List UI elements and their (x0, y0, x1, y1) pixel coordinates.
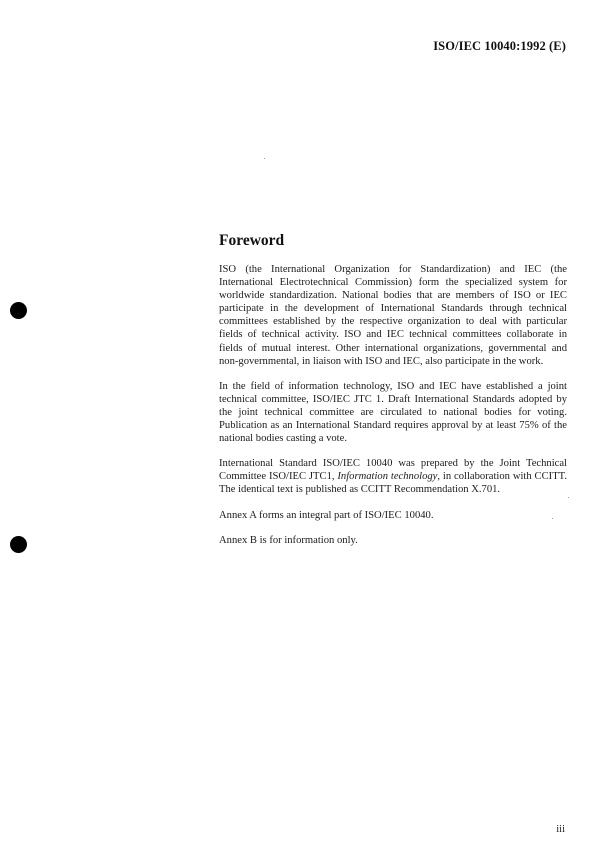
paragraph-annex-a: Annex A forms an integral part of ISO/IEC 10040. (219, 509, 434, 521)
paragraph-annex-b: Annex B is for information only. (219, 534, 358, 546)
scan-speck (264, 158, 265, 159)
page-number: iii (556, 824, 565, 835)
paragraph-jtc1: In the field of information technology, ISO and IEC have established a joint technical committee, ISO/IEC JTC 1. Draft International Standards adopted by the joint technical committee are circulated to national bodies for voting. Publication as an International Standard requires approval by at least 75% of the national bodies casting a vote. (219, 380, 567, 445)
paragraph-preparation-text-1: International Standard ISO/IEC 10040 was prepared by the Joint Technical Committee ISO/IEC JTC1, (219, 458, 567, 483)
punch-hole-top (10, 302, 27, 319)
scan-speck (568, 497, 569, 498)
document-identifier: ISO/IEC 10040:1992 (E) (433, 39, 566, 53)
punch-hole-bottom (10, 536, 27, 553)
foreword-section (219, 232, 567, 559)
paragraph-iso-iec-intro: ISO (the International Organization for Standardization) and IEC (the International Electrotechnical Commission) form the specialized system for worldwide standardization. National bodies that are members of ISO or IEC participate in the development of International Standards through technical committees established by the respective organization to deal with particular fields of technical activity. ISO and IEC technical committees collaborate in fields of mutual interest. Other international organizations, governmental and non-governmental, in liaison with ISO and IEC, also participate in the work. (219, 264, 567, 367)
paragraph-preparation-italic: Information technology (337, 471, 438, 483)
paragraph-preparation-text-2: , in collaboration with CCITT. The identical text is published as CCITT Recommendation X.701. (219, 471, 567, 496)
paragraph-preparation (219, 457, 567, 496)
page-title: Foreword (219, 232, 285, 249)
